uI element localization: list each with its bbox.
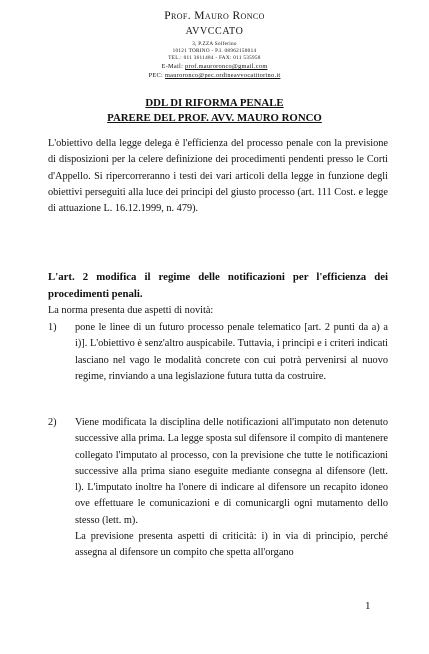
document-title-line-2: PARERE DEL PROF. AVV. MAURO RONCO [107,112,322,124]
list-item-text: pone le linee di un futuro processo penale telematico [art. 2 punti da a) a i)]. L'obiettivo è senz'altro auspicabile. Tuttavia, i principi e i criteri indicati lasciano nel vago le modalità concrete con cui potrà pervenirsi al nuovo regime, rinviando a una legislazione futura tutta da costruire. [75,322,388,382]
list-item-number: 1) [48,322,57,333]
list-item-text [75,415,388,562]
letterhead-city-tax: 10121 TORINO - P.I. 08962150014 [172,48,257,54]
intro-paragraph: L'obiettivo della legge delega è l'efficienza del processo penale con la previsione di disposizioni per la celere definizione dei procedimenti pendenti presso le Corti d'Appello. Si ripercorreranno i testi dei vari articoli della legge in funzione degli obiettivi perseguiti alla luce dei principi del giusto processo (art. 111 Cost. e legge di attuazione L. 16.12.1999, n. 479). [48,138,388,215]
pec-link[interactable]: mauroronco@pec.ordineavvocatitorino.it [164,72,281,79]
letterhead-phones: TEL.: 011 3611484 - FAX: 011 535958 [168,55,261,61]
letterhead-prefix: Prof. [164,10,195,22]
letterhead-address: 3, P.ZZA Solferino [192,41,237,47]
section-title: L'art. 2 modifica il regime delle notificazioni per l'efficienza dei procedimenti penali. [48,271,388,300]
letterhead-lawyer-name: Mauro Ronco [194,10,265,22]
list-item-paragraph-2: La previsione presenta aspetti di criticità: i) in via di principio, perché assegna al difensore un compito che spetta all'organo [75,531,388,559]
page-number: 1 [365,600,371,612]
letterhead-name [0,10,429,22]
list-item-number: 2) [48,417,57,428]
document-title-line-1: DDL DI RIFORMA PENALE [145,97,284,109]
letterhead-profession: AVVCCATO [185,26,244,37]
list-item-paragraph-1: Viene modificata la disciplina delle notificazioni all'imputato non detenuto successive alla prima. La legge sposta sul difensore il compito di mantenere collegato l'imputato al processo, con la previsione che tutte le notificazioni successive alla prima siano eseguite mediante consegna al difensore (lett. l). L'imputato inoltre ha l'onere di indicare al difensore un recapito idoneo ove effettuare le comunicazioni e di comunicargli ogni mutamento dello stesso (lett. m). [75,417,388,526]
email-link[interactable]: prof.mauroronco@gmail.com [185,63,268,70]
letterhead-email [0,63,429,70]
email-label: E-Mail: [161,63,185,70]
section-lead: La norma presenta due aspetti di novità: [48,305,214,316]
letterhead-pec [0,72,429,79]
pec-label: PEC: [148,72,165,79]
